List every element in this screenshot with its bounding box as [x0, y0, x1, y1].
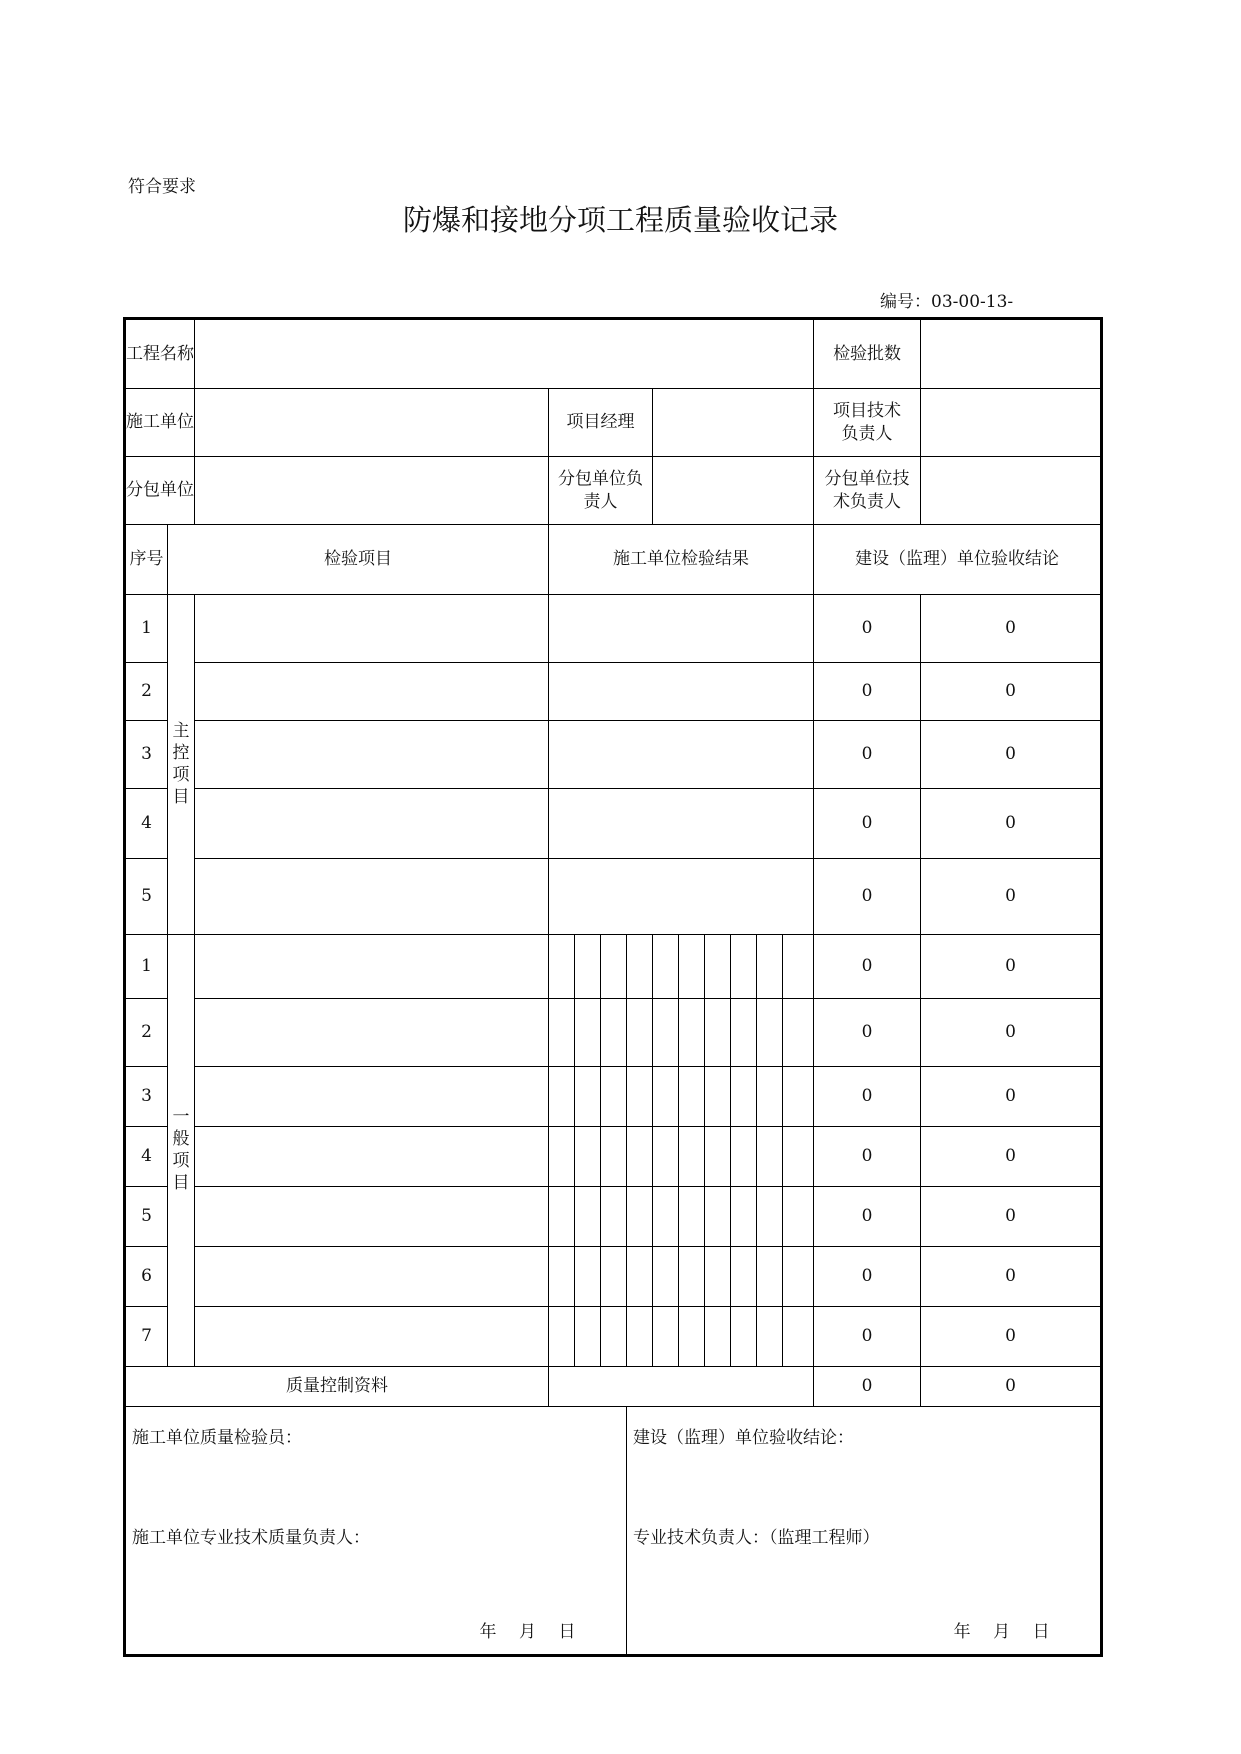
- result-cell[interactable]: [601, 935, 627, 999]
- general-row-seq: 6: [125, 1247, 168, 1307]
- main-row-value-1: 0: [814, 663, 921, 721]
- result-cell[interactable]: [627, 1067, 653, 1127]
- general-row-item[interactable]: [195, 1187, 549, 1247]
- form-note: 符合要求: [128, 177, 196, 197]
- main-row-result[interactable]: [549, 595, 814, 663]
- result-cell[interactable]: [601, 999, 627, 1067]
- main-row-seq: 4: [125, 789, 168, 859]
- general-row-value-1: 0: [814, 1067, 921, 1127]
- result-cell[interactable]: [575, 1247, 601, 1307]
- general-row: [125, 1127, 1102, 1187]
- general-row-seq: 2: [125, 999, 168, 1067]
- result-cell[interactable]: [627, 1187, 653, 1247]
- result-cell[interactable]: [679, 1127, 705, 1187]
- sub-tech-lead-label: 分包单位技术负责人: [814, 457, 921, 525]
- year-label: 年: [953, 1622, 972, 1643]
- result-cell[interactable]: [783, 1307, 814, 1367]
- main-row-value-1: 0: [814, 789, 921, 859]
- result-cell[interactable]: [653, 1187, 679, 1247]
- result-cell[interactable]: [679, 1187, 705, 1247]
- result-cell[interactable]: [731, 1247, 757, 1307]
- supervisor-conclusion-header: 建设（监理）单位验收结论: [814, 525, 1102, 595]
- quality-docs-value-1: 0: [814, 1367, 921, 1407]
- result-cell[interactable]: [549, 1307, 575, 1367]
- general-row-value-2: 0: [921, 1307, 1102, 1367]
- tech-lead-label: 项目技术负责人: [814, 389, 921, 457]
- general-row-value-1: 0: [814, 999, 921, 1067]
- general-row: [125, 1067, 1102, 1127]
- general-row-item[interactable]: [195, 1307, 549, 1367]
- result-cell[interactable]: [705, 1187, 731, 1247]
- general-row: [125, 1187, 1102, 1247]
- general-row-value-2: 0: [921, 999, 1102, 1067]
- column-header-row: [125, 525, 1102, 595]
- general-row-value-1: 0: [814, 1247, 921, 1307]
- result-cell[interactable]: [705, 1247, 731, 1307]
- main-row-item[interactable]: [195, 859, 549, 935]
- subcontractor-value[interactable]: [195, 457, 549, 525]
- result-cell[interactable]: [601, 1127, 627, 1187]
- result-cell[interactable]: [653, 1247, 679, 1307]
- result-cell[interactable]: [575, 1067, 601, 1127]
- result-cell[interactable]: [679, 1307, 705, 1367]
- info-row-project: [125, 319, 1102, 389]
- project-manager-label: 项目经理: [549, 389, 653, 457]
- contractor-inspector-label: 施工单位质量检验员：: [132, 1428, 302, 1448]
- general-row-item[interactable]: [195, 999, 549, 1067]
- result-cell[interactable]: [705, 935, 731, 999]
- main-row-item[interactable]: [195, 721, 549, 789]
- result-cell[interactable]: [731, 1067, 757, 1127]
- result-cell[interactable]: [757, 999, 783, 1067]
- result-cell[interactable]: [601, 1067, 627, 1127]
- result-cell[interactable]: [783, 1247, 814, 1307]
- inspection-record-table: [123, 317, 1103, 1657]
- result-cell[interactable]: [757, 1247, 783, 1307]
- result-cell[interactable]: [783, 999, 814, 1067]
- main-row-value-2: 0: [921, 789, 1102, 859]
- main-row: [125, 663, 1102, 721]
- info-row-contractor: [125, 389, 1102, 457]
- day-label: 日: [558, 1622, 576, 1643]
- result-cell[interactable]: [705, 999, 731, 1067]
- result-cell[interactable]: [627, 1307, 653, 1367]
- general-row: [125, 1247, 1102, 1307]
- main-control-label: 主控项目: [168, 595, 195, 935]
- general-row-value-1: 0: [814, 1307, 921, 1367]
- result-cell[interactable]: [575, 1127, 601, 1187]
- result-cell[interactable]: [627, 1127, 653, 1187]
- contractor-tech-lead-label: 施工单位专业技术质量负责人：: [132, 1528, 370, 1548]
- main-row-value-2: 0: [921, 595, 1102, 663]
- result-cell[interactable]: [757, 1307, 783, 1367]
- result-cell[interactable]: [783, 935, 814, 999]
- sub-tech-lead-value[interactable]: [921, 457, 1102, 525]
- main-row: [125, 859, 1102, 935]
- result-cell[interactable]: [653, 999, 679, 1067]
- signoff-row: [125, 1407, 1102, 1656]
- result-cell[interactable]: [549, 1067, 575, 1127]
- quality-docs-value-2: 0: [921, 1367, 1102, 1407]
- main-row: [125, 595, 1102, 663]
- general-row-value-1: 0: [814, 935, 921, 999]
- result-cell[interactable]: [731, 999, 757, 1067]
- subcontractor-label: 分包单位: [125, 457, 195, 525]
- result-cell[interactable]: [705, 1127, 731, 1187]
- result-cell[interactable]: [783, 1187, 814, 1247]
- quality-docs-row: [125, 1367, 1102, 1407]
- month-label: 月: [993, 1622, 1011, 1643]
- contractor-value[interactable]: [195, 389, 549, 457]
- main-row-value-1: 0: [814, 595, 921, 663]
- result-cell[interactable]: [601, 1187, 627, 1247]
- result-cell[interactable]: [627, 1247, 653, 1307]
- batch-count-label: 检验批数: [814, 319, 921, 389]
- main-row-value-2: 0: [921, 859, 1102, 935]
- day-label: 日: [1032, 1622, 1051, 1643]
- general-row: [125, 999, 1102, 1067]
- general-row: [125, 935, 1102, 999]
- result-cell[interactable]: [731, 935, 757, 999]
- result-cell[interactable]: [731, 1127, 757, 1187]
- result-cell[interactable]: [653, 1307, 679, 1367]
- general-row-seq: 3: [125, 1067, 168, 1127]
- batch-count-value[interactable]: [921, 319, 1102, 389]
- general-row-seq: 1: [125, 935, 168, 999]
- supervisor-conclusion-label: 建设（监理）单位验收结论：: [633, 1428, 854, 1448]
- general-row-value-2: 0: [921, 1067, 1102, 1127]
- general-row: [125, 1307, 1102, 1367]
- quality-docs-result[interactable]: [549, 1367, 814, 1407]
- main-row-seq: 2: [125, 663, 168, 721]
- main-row-value-2: 0: [921, 721, 1102, 789]
- result-cell[interactable]: [627, 935, 653, 999]
- main-row-result[interactable]: [549, 789, 814, 859]
- main-row-item[interactable]: [195, 595, 549, 663]
- general-row-item[interactable]: [195, 1067, 549, 1127]
- result-cell[interactable]: [731, 1307, 757, 1367]
- result-cell[interactable]: [653, 1067, 679, 1127]
- result-cell[interactable]: [627, 999, 653, 1067]
- result-cell[interactable]: [549, 935, 575, 999]
- result-cell[interactable]: [549, 1127, 575, 1187]
- contractor-label: 施工单位: [125, 389, 195, 457]
- result-cell[interactable]: [575, 1307, 601, 1367]
- project-name-label: 工程名称: [125, 319, 195, 389]
- contractor-signoff[interactable]: [125, 1407, 627, 1656]
- general-row-value-2: 0: [921, 1247, 1102, 1307]
- contractor-result-header: 施工单位检验结果: [549, 525, 814, 595]
- info-row-subcontractor: [125, 457, 1102, 525]
- result-cell[interactable]: [575, 935, 601, 999]
- main-row-seq: 3: [125, 721, 168, 789]
- main-row-result[interactable]: [549, 859, 814, 935]
- result-cell[interactable]: [549, 1247, 575, 1307]
- result-cell[interactable]: [601, 1307, 627, 1367]
- result-cell[interactable]: [757, 1067, 783, 1127]
- form-code: 编号：03-00-13-: [880, 292, 1014, 312]
- general-row-value-1: 0: [814, 1187, 921, 1247]
- result-cell[interactable]: [679, 999, 705, 1067]
- result-cell[interactable]: [575, 999, 601, 1067]
- supervisor-engineer-label: 专业技术负责人：（监理工程师）: [633, 1528, 880, 1548]
- general-row-seq: 7: [125, 1307, 168, 1367]
- year-label: 年: [479, 1622, 497, 1643]
- general-label: 一般项目: [168, 935, 195, 1367]
- result-cell[interactable]: [679, 1247, 705, 1307]
- sub-lead-label: 分包单位负责人: [549, 457, 653, 525]
- main-row-value-1: 0: [814, 859, 921, 935]
- result-cell[interactable]: [705, 1067, 731, 1127]
- result-cell[interactable]: [653, 1127, 679, 1187]
- main-row-item[interactable]: [195, 789, 549, 859]
- general-row-item[interactable]: [195, 1247, 549, 1307]
- main-row-value-2: 0: [921, 663, 1102, 721]
- quality-docs-label: 质量控制资料: [125, 1367, 549, 1407]
- main-row-seq: 1: [125, 595, 168, 663]
- result-cell[interactable]: [757, 1127, 783, 1187]
- result-cell[interactable]: [757, 935, 783, 999]
- project-name-value[interactable]: [195, 319, 814, 389]
- general-row-value-2: 0: [921, 1127, 1102, 1187]
- result-cell[interactable]: [549, 999, 575, 1067]
- main-row-result[interactable]: [549, 721, 814, 789]
- result-cell[interactable]: [757, 1187, 783, 1247]
- result-cell[interactable]: [549, 1187, 575, 1247]
- result-cell[interactable]: [705, 1307, 731, 1367]
- seq-header: 序号: [125, 525, 168, 595]
- main-row: [125, 721, 1102, 789]
- general-row-item[interactable]: [195, 1127, 549, 1187]
- supervisor-date: [932, 1621, 1051, 1644]
- month-label: 月: [519, 1622, 537, 1643]
- main-row-result[interactable]: [549, 663, 814, 721]
- result-cell[interactable]: [783, 1067, 814, 1127]
- main-row: [125, 789, 1102, 859]
- result-cell[interactable]: [601, 1247, 627, 1307]
- result-cell[interactable]: [679, 935, 705, 999]
- main-row-item[interactable]: [195, 663, 549, 721]
- result-cell[interactable]: [575, 1187, 601, 1247]
- main-row-value-1: 0: [814, 721, 921, 789]
- general-row-value-2: 0: [921, 935, 1102, 999]
- project-manager-value[interactable]: [653, 389, 814, 457]
- form-title: 防爆和接地分项工程质量验收记录: [402, 203, 838, 237]
- result-cell[interactable]: [731, 1187, 757, 1247]
- general-row-seq: 4: [125, 1127, 168, 1187]
- contractor-date: [458, 1621, 577, 1644]
- tech-lead-value[interactable]: [921, 389, 1102, 457]
- general-row-item[interactable]: [195, 935, 549, 999]
- result-cell[interactable]: [653, 935, 679, 999]
- supervisor-signoff[interactable]: [627, 1407, 1102, 1656]
- main-row-seq: 5: [125, 859, 168, 935]
- result-cell[interactable]: [783, 1127, 814, 1187]
- general-row-value-2: 0: [921, 1187, 1102, 1247]
- general-row-seq: 5: [125, 1187, 168, 1247]
- result-cell[interactable]: [679, 1067, 705, 1127]
- sub-lead-value[interactable]: [653, 457, 814, 525]
- general-row-value-1: 0: [814, 1127, 921, 1187]
- item-header: 检验项目: [168, 525, 549, 595]
